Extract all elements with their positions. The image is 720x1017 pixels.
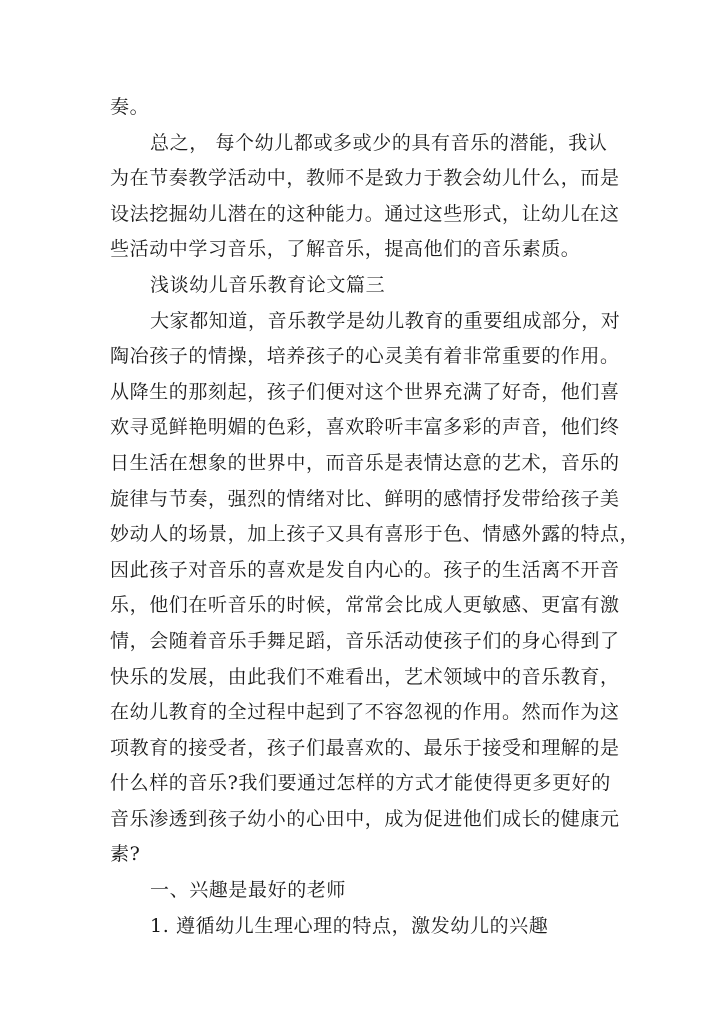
text-line: 在幼儿教育的全过程中起到了不容忽视的作用。然而作为这: [110, 701, 620, 724]
document-body: [110, 90, 640, 944]
text-line: 奏。: [110, 96, 150, 118]
text-line: 妙动人的场景，加上孩子又具有喜形于色、情感外露的特点，: [110, 523, 640, 546]
text-line: 什么样的音乐?我们要通过怎样的方式才能使得更多更好的: [110, 772, 611, 795]
text-line: 因此孩子对音乐的喜欢是发自内心的。孩子的生活离不开音: [110, 558, 620, 581]
text-line: 情，会随着音乐手舞足蹈，音乐活动使孩子们的身心得到了: [110, 629, 620, 652]
text-line: 快乐的发展，由此我们不难看出，艺术领域中的音乐教育，: [110, 665, 620, 688]
text-line: 总之， 每个幼儿都或多或少的具有音乐的潜能，我认: [150, 131, 608, 154]
text-line: 项教育的接受者，孩子们最喜欢的、最乐于接受和理解的是: [110, 736, 620, 759]
text-line: 大家都知道，音乐教学是幼儿教育的重要组成部分，对: [150, 309, 621, 332]
section-heading: 一、兴趣是最好的老师: [150, 879, 347, 902]
text-line: 些活动中学习音乐，了解音乐，提高他们的音乐素质。: [110, 238, 581, 261]
section-title: 浅谈幼儿音乐教育论文篇三: [150, 273, 386, 296]
text-line: 日生活在想象的世界中，而音乐是表情达意的艺术，音乐的: [110, 451, 620, 474]
text-line: 旋律与节奏，强烈的情绪对比、鲜明的感情抒发带给孩子美: [110, 487, 620, 510]
subsection-heading: 1. 遵循幼儿生理心理的特点，激发幼儿的兴趣: [150, 914, 549, 937]
text-line: 设法挖掘幼儿潜在的这种能力。通过这些形式，让幼儿在这: [110, 202, 620, 225]
text-line: 素?: [110, 843, 141, 866]
text-line: 陶冶孩子的情操，培养孩子的心灵美有着非常重要的作用。: [110, 345, 620, 368]
text-line: 音乐渗透到孩子幼小的心田中，成为促进他们成长的健康元: [110, 807, 620, 830]
text-line: 欢寻觅鲜艳明媚的色彩，喜欢聆听丰富多彩的声音，他们终: [110, 416, 620, 439]
text-line: 乐，他们在听音乐的时候，常常会比成人更敏感、更富有激: [110, 594, 620, 617]
text-line: 为在节奏教学活动中，教师不是致力于教会幼儿什么，而是: [110, 167, 620, 190]
text-line: 从降生的那刻起，孩子们便对这个世界充满了好奇，他们喜: [110, 380, 620, 403]
